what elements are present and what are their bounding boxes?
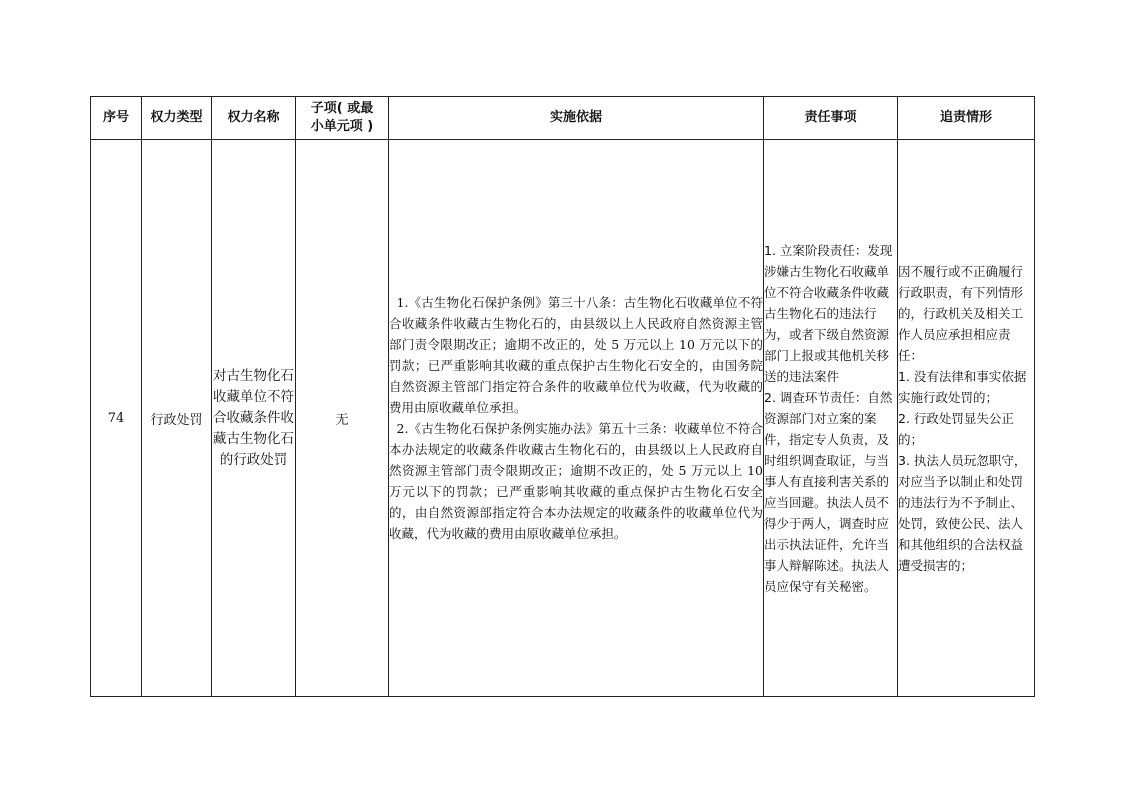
accountability-paragraph: 1. 没有法律和事实依据实施行政处罚的； xyxy=(898,368,1027,405)
header-duty: 责任事项 xyxy=(764,97,898,140)
basis-paragraph: 1.《古生物化石保护条例》第三十八条：古生物化石收藏单位不符合收藏条件收藏古生物化石的，由县级以上人民政府自然资源主管部门责令限期改正；逾期不改正的，处 5 万元以上 10 万元以下的罚款；已严重影响其收藏的重点保护古生物化石安全的，由国务院自然资源主管部门指定符合条件的收藏单位代为收藏，代为收藏的费用由原收藏单位承担。 xyxy=(389,295,763,415)
row-index: 74 xyxy=(91,140,142,697)
table-row xyxy=(91,140,1035,697)
header-accountability: 追责情形 xyxy=(898,97,1035,140)
header-row xyxy=(91,97,1035,140)
accountability-paragraph: 因不履行或不正确履行行政职责，有下列情形的，行政机关及相关工作人员应承担相应责任： xyxy=(898,263,1024,363)
row-subitem: 无 xyxy=(296,140,389,697)
duty-paragraph: 2. 调查环节责任：自然资源部门对立案的案件，指定专人负责，及时组织调查取证，与当事人有直接利害关系的应当回避。执法人员不得少于两人，调查时应出示执法证件，允许当事人辩解陈述。执法人员应保守有关秘密。 xyxy=(764,389,893,594)
header-power-type: 权力类型 xyxy=(142,97,212,140)
accountability-paragraph: 3. 执法人员玩忽职守，对应当予以制止和处罚的违法行为不予制止、处罚，致使公民、法人和其他组织的合法权益遭受损害的； xyxy=(898,452,1027,573)
row-accountability xyxy=(898,140,1035,697)
basis-paragraph: 2.《古生物化石保护条例实施办法》第五十三条：收藏单位不符合本办法规定的收藏条件收藏古生物化石的，由县级以上人民政府自然资源主管部门责令限期改正；逾期不改正的，处 5 万元以上 10 万元以下的罚款；已严重影响其收藏的重点保护古生物化石安全的，由自然资源部指定符合本办法规定的收藏条件的收藏单位代为收藏，代为收藏的费用由原收藏单位承担。 xyxy=(389,421,763,541)
header-index: 序号 xyxy=(91,97,142,140)
accountability-paragraph: 2. 行政处罚显失公正的； xyxy=(898,410,1014,447)
duty-paragraph: 1. 立案阶段责任：发现涉嫌古生物化石收藏单位不符合收藏条件收藏古生物化石的违法行为，或者下级自然资源部门上报或其他机关移送的违法案件 xyxy=(764,242,893,384)
header-subitem: 子项( 或最小单元项 ) xyxy=(296,97,389,140)
row-basis xyxy=(389,140,764,697)
header-power-name: 权力名称 xyxy=(212,97,296,140)
row-power-name: 对古生物化石收藏单位不符合收藏条件收藏古生物化石的行政处罚 xyxy=(212,140,296,697)
row-duty xyxy=(764,140,898,697)
row-power-type: 行政处罚 xyxy=(142,140,212,697)
power-list-table xyxy=(90,96,1035,697)
header-basis: 实施依据 xyxy=(389,97,764,140)
